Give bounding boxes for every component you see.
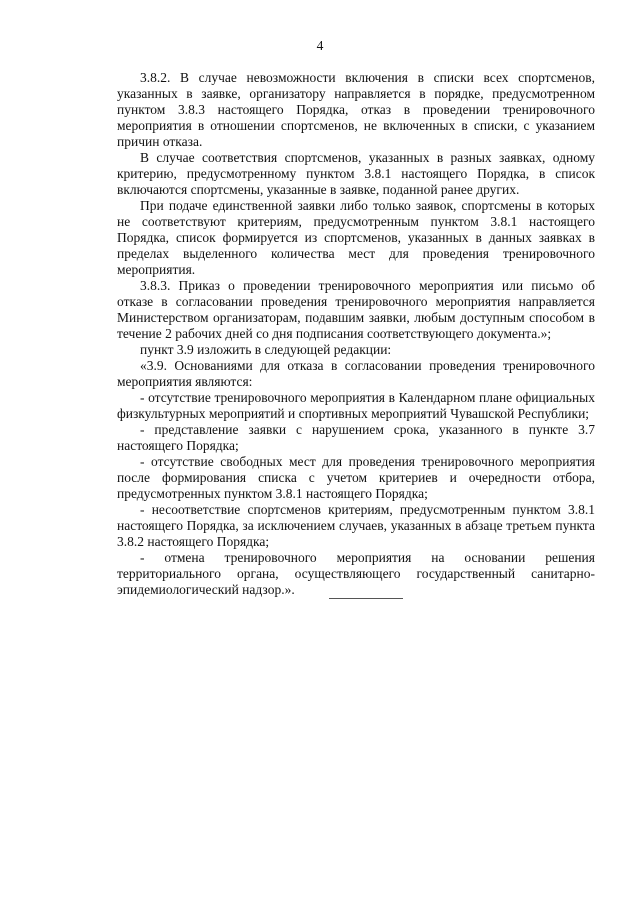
list-item-deadline: - представление заявки с нарушением срока, указанного в пункте 3.7 настоящего Порядка; — [117, 422, 595, 453]
paragraph-3-8-2: 3.8.2. В случае невозможности включения в списки всех спортсменов, указанных в заявке, организатору направляется в порядке, предусмотренном пунктом 3.8.3 настоящего Порядка, отказ в проведении тренировочного мероприятия в отношении спортсменов, не включенных в списки, с указанием причин отказа. — [117, 70, 595, 149]
list-item-cancellation: - отмена тренировочного мероприятия на основании решения территориального органа, осуществляющего государственный санитарно- — [117, 550, 595, 581]
page-number: 4 — [316, 38, 324, 53]
paragraph-same-criterion: В случае соответствия спортсменов, указанных в разных заявках, одному критерию, предусмотренному пунктом 3.8.1 настоящего Порядка, в список включаются спортсмены, указанные в заявке, поданной ранее других. — [117, 150, 595, 197]
paragraph-3-9-intro: «3.9. Основаниями для отказа в согласовании проведения тренировочного мероприятия являются: — [117, 358, 595, 389]
list-item-cancellation-end: эпидемиологический надзор.». — [117, 582, 295, 597]
list-item-no-free-places: - отсутствие свободных мест для проведения тренировочного мероприятия после формирования списка с учетом критериев и очередности отбора, предусмотренных пунктом 3.8.1 настоящего Порядка; — [117, 454, 595, 501]
paragraph-amend-3-9: пункт 3.9 изложить в следующей редакции: — [140, 342, 392, 357]
end-separator-line — [329, 598, 403, 599]
list-item-criteria-mismatch: - несоответствие спортсменов критериям, предусмотренным пунктом 3.8.1 настоящего Порядка, за исключением случаев, указанных в абзаце третьем пункта 3.8.2 настоящего Порядка; — [117, 502, 595, 549]
paragraph-single-application: При подаче единственной заявки либо только заявок, спортсмены в которых не соответствуют критериям, предусмотренным пунктом 3.8.1 настоящего Порядка, список формируется из спортсменов, указанных в данных заявках в пределах выделенного количества мест для проведения тренировочного мероприятия. — [117, 198, 595, 277]
paragraph-3-8-3: 3.8.3. Приказ о проведении тренировочного мероприятия или письмо об отказе в согласовании проведения тренировочного мероприятия направляется Министерством организаторам, подавшим заявки, любым доступным способом в течение 2 рабочих дней со дня подписания соответствующего документа.»; — [117, 278, 595, 341]
list-item-calendar-plan: - отсутствие тренировочного мероприятия в Календарном плане официальных физкультурных мероприятий и спортивных мероприятий Чувашской Республики; — [117, 390, 595, 421]
document-body — [117, 70, 595, 598]
